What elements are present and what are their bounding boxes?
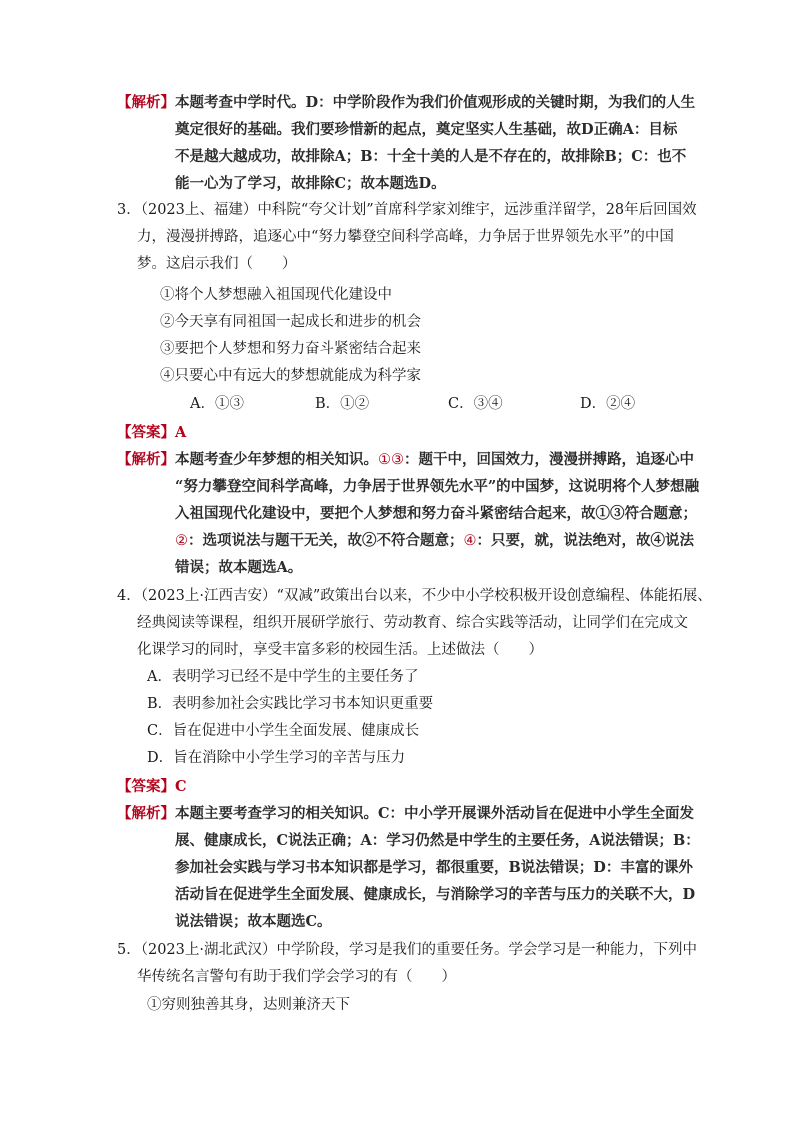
analysis-tag: 【解析】 (117, 451, 175, 468)
question-4-option-b: B．表明参加社会实践比学习书本知识更重要 (147, 696, 434, 712)
analysis-tag: 【解析】 (117, 805, 175, 822)
analysis-highlight: ①③ (378, 452, 404, 468)
analysis-line: 错误；故本题选A。 (175, 559, 303, 576)
analysis-line: 参加社会实践与学习书本知识都是学习，都很重要，B说法错误；D：丰富的课外 (175, 859, 693, 876)
answer-line (117, 773, 187, 800)
analysis-line: 活动旨在促进学生全面发展、健康成长，与消除学习的辛苦与压力的关联不大，D (175, 886, 696, 903)
question-4-option-a: A．表明学习已经不是中学生的主要任务了 (147, 669, 419, 685)
analysis-line: 奠定很好的基础。我们要珍惜新的起点，奠定坚实人生基础，故D正确A：目标 (175, 121, 678, 138)
analysis-line: 说法错误；故本题选C。 (175, 913, 332, 930)
question-5-stem-line: 5．（2023上·湖北武汉）中学阶段，学习是我们的重要任务。学会学习是一种能力，下列中 (117, 942, 697, 958)
answer-value: C (175, 778, 187, 795)
answer-tag: 【答案】 (117, 778, 175, 795)
analysis-text: ：只要，就，说法绝对，故④说法 (476, 532, 694, 549)
question-3-option: ④只要心中有远大的梦想就能成为科学家 (160, 368, 421, 384)
analysis-line (117, 446, 694, 473)
question-3-choice-c: C．③④ (448, 396, 503, 412)
question-5-stem-line: 华传统名言警句有助于我们学会学习的有（ ） (137, 969, 456, 985)
question-3-choice-b: B．①② (315, 396, 370, 412)
analysis-text: 本题主要考查学习的相关知识。C：中小学开展课外活动旨在促进中小学生全面发 (175, 805, 695, 822)
analysis-highlight: ② (175, 533, 188, 549)
analysis-tag: 【解析】 (117, 94, 175, 111)
analysis-line (175, 527, 694, 554)
question-3-option: ②今天享有同祖国一起成长和进步的机会 (160, 314, 421, 330)
question-3-choice-d: D．②④ (580, 396, 636, 412)
analysis-text: 本题考查中学时代。D：中学阶段作为我们价值观形成的关键时期，为我们的人生 (175, 94, 696, 111)
question-3-stem-line: 力，漫漫拼搏路，追逐心中“努力攀登空间科学高峰，力争居于世界领先水平”的中国 (137, 229, 674, 245)
answer-value: A (175, 424, 187, 441)
analysis-line (117, 89, 695, 116)
analysis-line: 能一心为了学习，故排除C；故本题选D。 (175, 175, 446, 192)
question-3-stem-line: 3．（2023上、福建）中科院“夸父计划”首席科学家刘维宇，远涉重洋留学，28年后回国效 (117, 202, 697, 218)
analysis-line: 不是越大越成功，故排除A；B：十全十美的人是不存在的，故排除B；C：也不 (175, 148, 687, 165)
analysis-line: “努力攀登空间科学高峰，力争居于世界领先水平”的中国梦，这说明将个人梦想融 (175, 478, 700, 495)
analysis-text: 本题考查少年梦想的相关知识。 (175, 451, 378, 468)
analysis-text: ：选项说法与题干无关，故②不符合题意； (188, 532, 464, 549)
question-3-choice-a: A．①③ (190, 396, 244, 412)
answer-tag: 【答案】 (117, 424, 175, 441)
question-5-option: ①穷则独善其身，达则兼济天下 (147, 997, 350, 1013)
analysis-line: 入祖国现代化建设中，要把个人梦想和努力奋斗紧密结合起来，故①③符合题意； (175, 505, 697, 522)
question-4-stem-line: 经典阅读等课程，组织开展研学旅行、劳动教育、综合实践等活动，让同学们在完成文 (137, 615, 688, 631)
question-3-option: ①将个人梦想融入祖国现代化建设中 (160, 287, 392, 303)
question-4-stem-line: 化课学习的同时，享受丰富多彩的校园生活。上述做法（ ） (137, 642, 543, 658)
analysis-text: ：题干中，回国效力，漫漫拼搏路，追逐心中 (404, 451, 694, 468)
question-4-option-d: D．旨在消除中小学生学习的辛苦与压力 (147, 750, 406, 766)
answer-line (117, 419, 186, 446)
question-4-stem-line: 4．（2023上·江西吉安）“双减”政策出台以来，不少中小学校积极开设创意编程、体能拓展、 (117, 588, 712, 604)
analysis-line: 展、健康成长，C说法正确；A：学习仍然是中学生的主要任务，A说法错误；B： (175, 832, 700, 849)
question-3-stem-line: 梦。这启示我们（ ） (137, 256, 297, 272)
question-4-option-c: C．旨在促进中小学生全面发展、健康成长 (147, 723, 420, 739)
analysis-line (117, 800, 694, 827)
analysis-highlight: ④ (463, 533, 477, 549)
question-3-option: ③要把个人梦想和努力奋斗紧密结合起来 (160, 341, 421, 357)
